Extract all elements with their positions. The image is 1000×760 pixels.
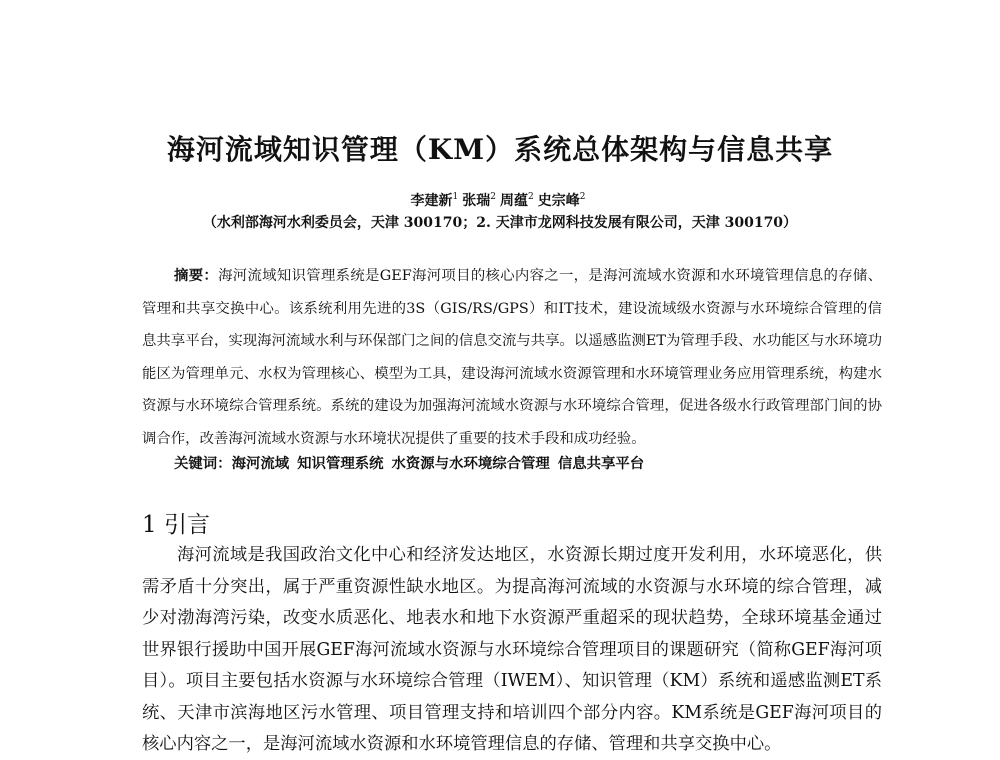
section-heading-introduction: 1 引言 xyxy=(142,512,210,538)
author-affiliation-mark: 2 xyxy=(579,192,586,203)
author-affiliation-mark: 2 xyxy=(490,192,496,203)
keyword: 知识管理系统 xyxy=(297,455,384,472)
abstract xyxy=(142,260,882,455)
paper-title: 海河流域知识管理（KM）系统总体架构与信息共享 xyxy=(166,133,834,166)
author-name: 张瑞 xyxy=(462,193,491,209)
abstract-text: 海河流域知识管理系统是GEF海河项目的核心内容之一，是海河流域水资源和水环境管理信息的存储、管理和共享交换中心。该系统利用先进的3S（GIS/RS/GPS）和IT技术，建设流域级水资源与水环境综合管理的信息共享平台，实现海河流域水利与环保部门之间的信息交流与共享。以遥感监测ET为管理手段、水功能区与水环境功能区为管理单元、水权为管理核心、模型为工具，建设海河流域水资源管理和水环境管理业务应用管理系统，构建水资源与水环境综合管理系统。系统的建设为加强海河流域水资源与水环境综合管理，促进各级水行政管理部门间的协调合作，改善海河流域水资源与水环境状况提供了重要的技术手段和成功经验。 xyxy=(142,268,882,447)
author-affiliations: （水利部海河水利委员会，天津 300170；2. 天津市龙网科技发展有限公司，天津 300170） xyxy=(202,215,798,231)
keyword: 信息共享平台 xyxy=(557,455,645,472)
abstract-label: 摘要： xyxy=(174,267,219,284)
keyword: 水资源与水环境综合管理 xyxy=(391,455,550,472)
keywords-label: 关键词： xyxy=(174,455,232,472)
author-affiliation-mark: 2 xyxy=(528,192,534,203)
keywords xyxy=(174,452,652,476)
author-name: 史宗峰 xyxy=(537,193,580,209)
author-name: 周蕴 xyxy=(500,193,528,209)
author-name: 李建新 xyxy=(410,193,453,209)
author-list xyxy=(0,190,1000,210)
author-affiliation-mark: 1 xyxy=(452,192,459,203)
introduction-paragraph: 海河流域是我国政治文化中心和经济发达地区，水资源长期过度开发利用，水环境恶化，供需矛盾十分突出，属于严重资源性缺水地区。为提高海河流域的水资源与水环境的综合管理，减少对渤海湾污染，改变水质恶化、地表水和地下水资源严重超采的现状趋势，全球环境基金通过世界银行援助中国开展GEF海河流域水资源与水环境综合管理项目的课题研究（简称GEF海河项目）。项目主要包括水资源与水环境综合管理（IWEM）、知识管理（KM）系统和遥感监测ET系统、天津市滨海地区污水管理、项目管理支持和培训四个部分内容。KM系统是GEF海河项目的核心内容之一，是海河流域水资源和水环境管理信息的存储、管理和共享交换中心。 xyxy=(142,545,882,754)
keyword: 海河流域 xyxy=(231,455,290,472)
